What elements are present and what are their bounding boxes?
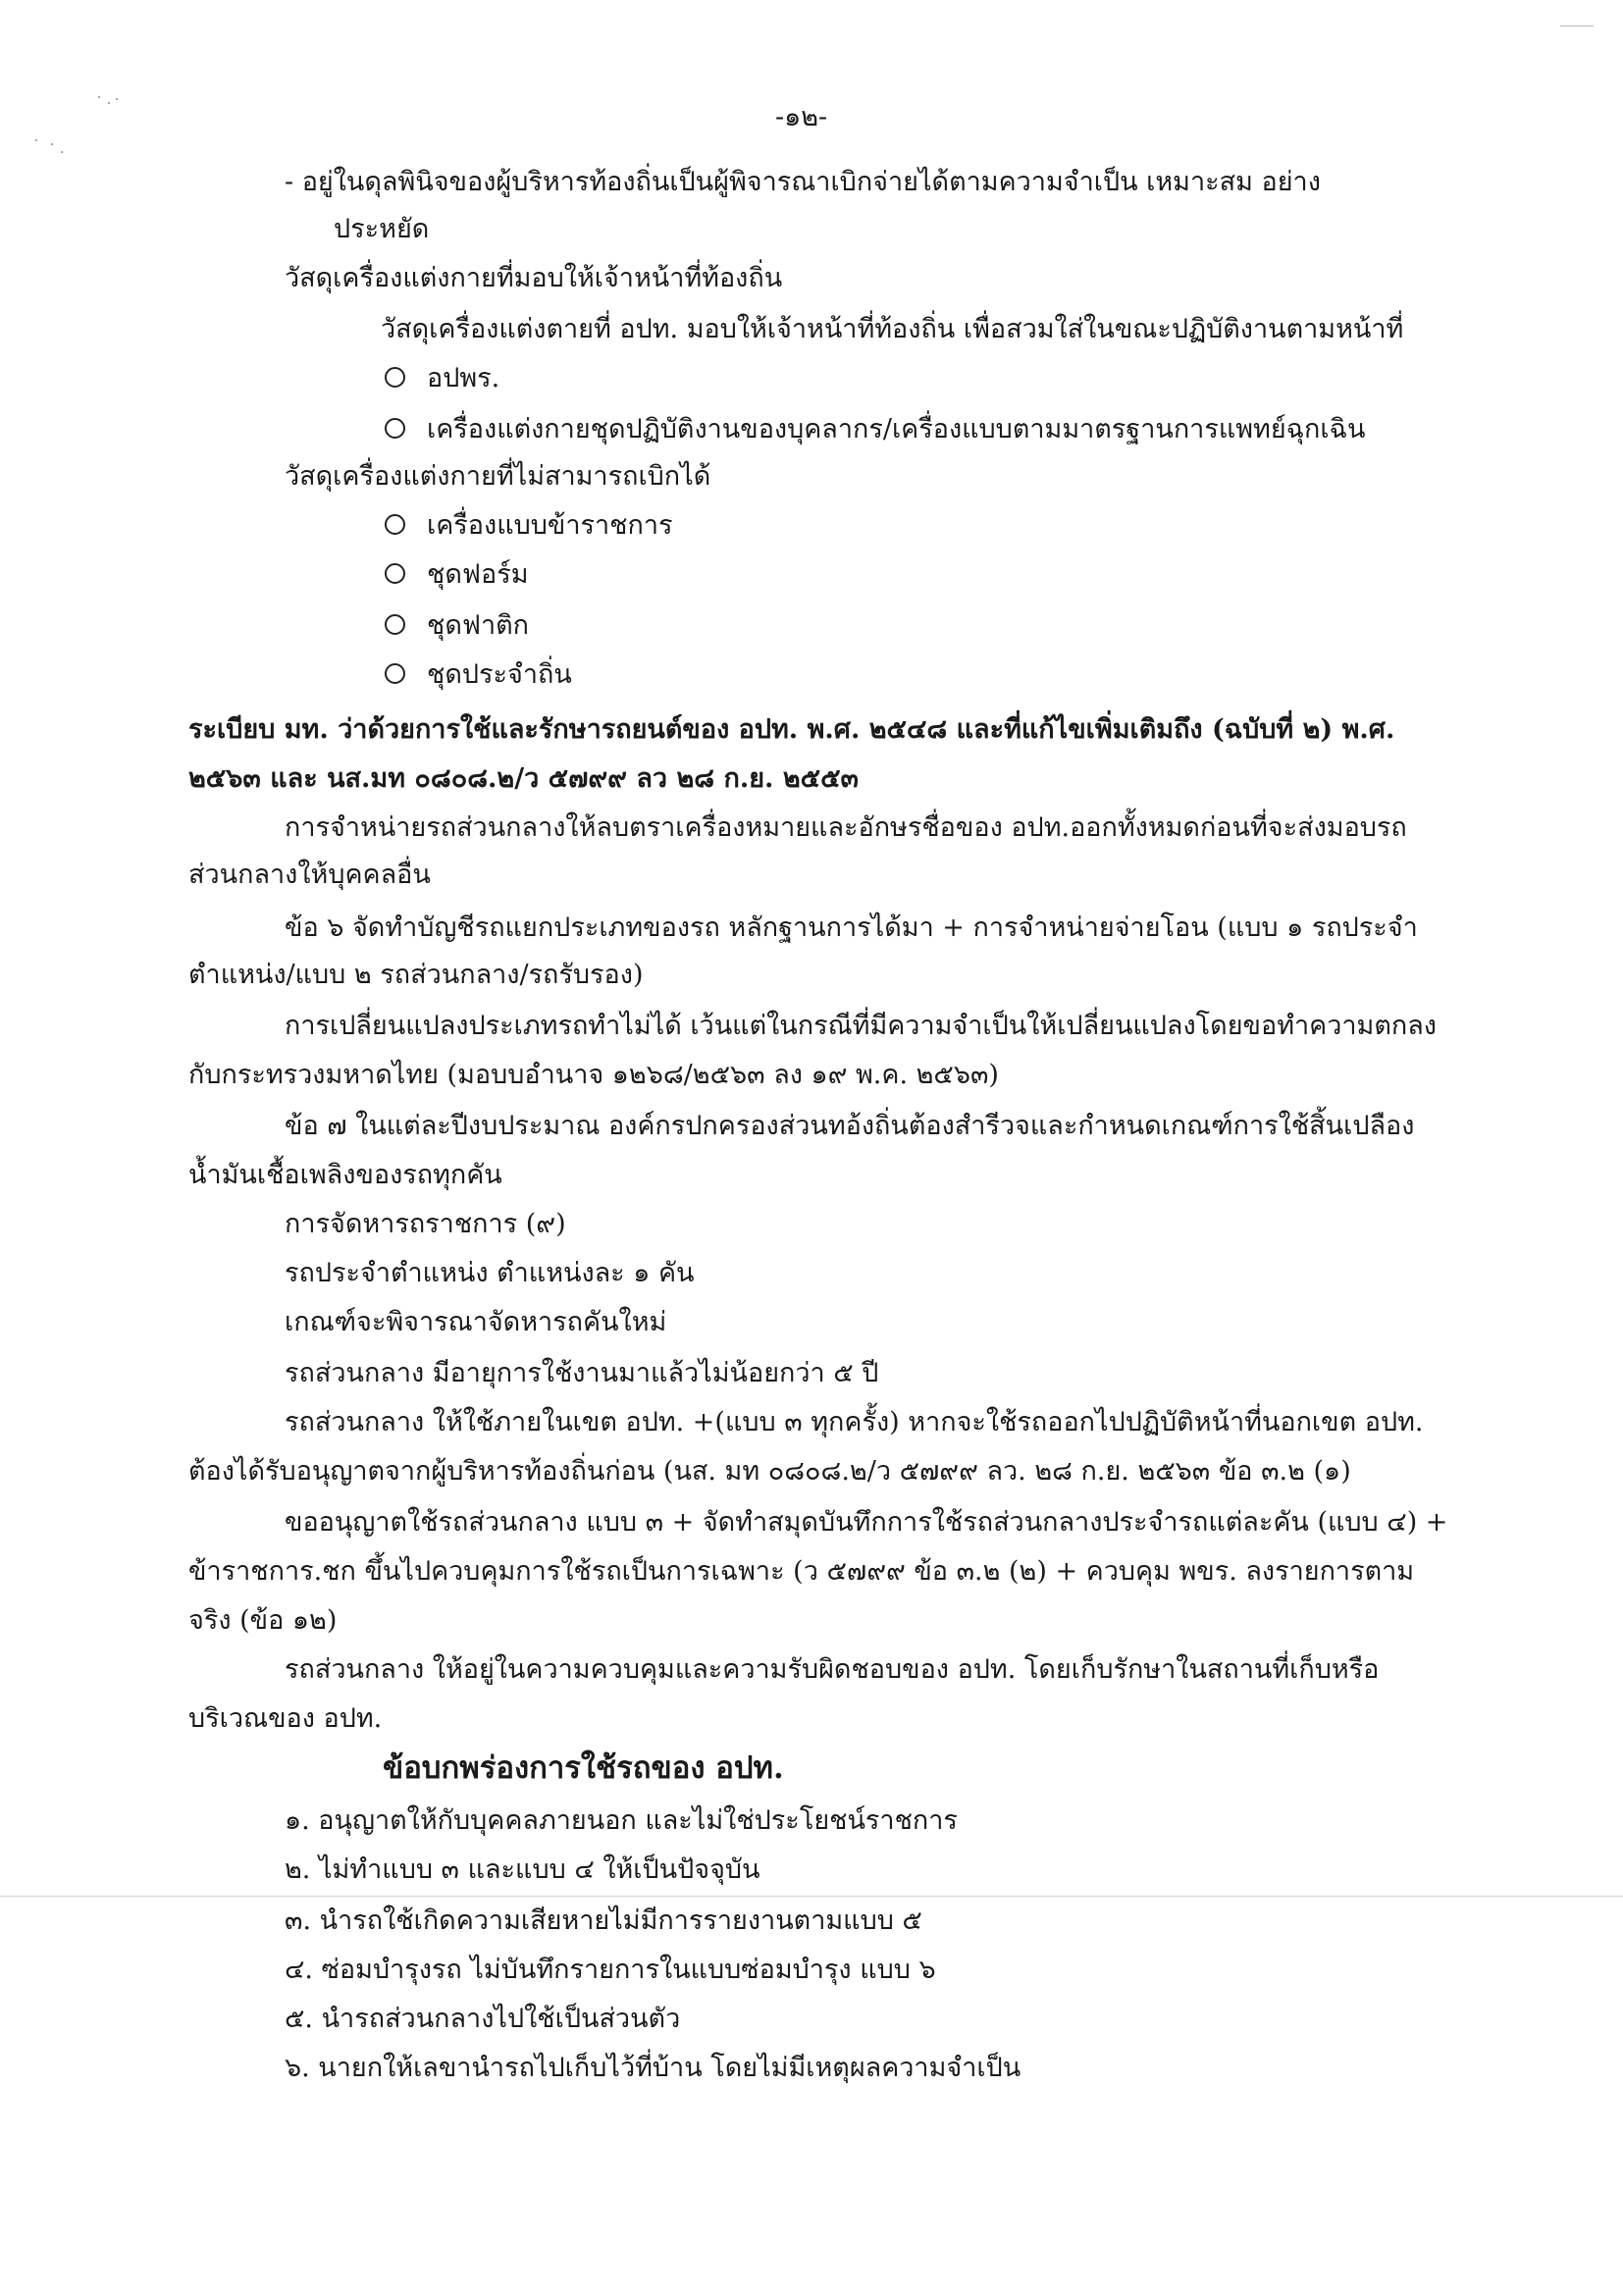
scan-speck — [35, 139, 37, 141]
scan-speck — [61, 151, 63, 153]
bullet-item: เครื่องแต่งกายชุดปฏิบัติงานของบุคลากร/เครื่องแบบตามมาตรฐานการแพทย์ฉุกเฉิน — [385, 412, 1365, 447]
list-item: ๖. นายกให้เลขานำรถไปเก็บไว้ที่บ้าน โดยไม่มีเหตุผลความจำเป็น — [285, 2053, 1021, 2083]
bullet-item: เครื่องแบบข้าราชการ — [385, 508, 673, 544]
text-line: กับกระทรวงมหาดไทย (มอบบอำนาจ ๑๒๖๘/๒๕๖๓ ลง ๑๙ พ.ค. ๒๕๖๓) — [188, 1060, 999, 1090]
text-line: ข้อ ๖ จัดทำบัญชีรถแยกประเภทของรถ หลักฐานการได้มา + การจำหน่ายจ่ายโอน (แบบ ๑ รถประจำ — [285, 913, 1418, 943]
list-item: ๑. อนุญาตให้กับบุคคลภายนอก และไม่ใช่ประโยชน์ราชการ — [285, 1805, 958, 1836]
text-line: รถส่วนกลาง ให้ใช้ภายในเขต อปท. +(แบบ ๓ ทุกครั้ง) หากจะใช้รถออกไปปฏิบัติหน้าที่นอกเขต อปท. — [285, 1407, 1424, 1437]
text-line: วัสดุเครื่องแต่งตายที่ อปท. มอบให้เจ้าหน้าที่ท้องถิ่น เพื่อสวมใส่ในขณะปฏิบัติงานตามหน้าที่ — [381, 314, 1404, 344]
text-line: น้ำมันเชื้อเพลิงของรถทุกคัน — [188, 1160, 502, 1190]
text-line: ข้อ ๗ ในแต่ละปีงบประมาณ องค์กรปกครองส่วนทอ้งถิ่นต้องสำรีวจและกำหนดเกณฑ์การใช้สิ้นเปลือง — [285, 1111, 1415, 1141]
text-line: การจำหน่ายรถส่วนกลางให้ลบตราเครื่องหมายและอักษรชื่อของ อปท.ออกทั้งหมดก่อนที่จะส่งมอบรถ — [285, 812, 1407, 843]
scan-speck — [98, 96, 100, 98]
text-line: การเปลี่ยนแปลงประเภทรถทำไม่ได้ เว้นแต่ในกรณีที่มีความจำเป็นให้เปลี่ยนแปลงโดยขอทำความตกลง — [285, 1011, 1437, 1041]
scan-speck — [51, 143, 53, 145]
scan-speck — [116, 98, 118, 100]
regulation-heading: ระเบียบ มท. ว่าด้วยการใช้และรักษารถยนต์ของ อปท. พ.ศ. ๒๕๔๘ และที่แก้ไขเพิ่มเติมถึง (ฉบับที่ ๒) พ.ศ. — [188, 714, 1395, 745]
bullet-item: ชุดประจำถิ่น — [385, 657, 572, 693]
list-item: ๓. นำรถใช้เกิดความเสียหายไม่มีการรายงานตามแบบ ๕ — [285, 1905, 922, 1936]
text-line: ต้องได้รับอนุญาตจากผู้บริหารท้องถิ่นก่อน (นส. มท ๐๘๐๘.๒/ว ๕๗๙๙ ลว. ๒๘ ก.ย. ๒๕๖๓ ข้อ ๓.๒ (๑) — [188, 1456, 1351, 1487]
bullet-item: ชุดฟอร์ม — [385, 557, 529, 593]
section-heading: ข้อบกพร่องการใช้รถของ อปท. — [383, 1750, 784, 1786]
text-line: รถส่วนกลาง ให้อยู่ในความควบคุมและความรับผิดชอบของ อปท. โดยเก็บรักษาในสถานที่เก็บหรือ — [285, 1654, 1380, 1685]
text-line: วัสดุเครื่องแต่งกายที่ไม่สามารถเบิกได้ — [285, 461, 711, 492]
text-line: รถส่วนกลาง มีอายุการใช้งานมาแล้วไม่น้อยกว่า ๕ ปี — [285, 1358, 879, 1388]
scan-divider-line — [0, 1896, 1623, 1897]
bullet-item: อปพร. — [385, 361, 499, 396]
bullet-item: ชุดฟาติก — [385, 608, 529, 644]
text-line: บริเวณของ อปท. — [188, 1703, 383, 1734]
text-line: ตำแหน่ง/แบบ ๒ รถส่วนกลาง/รถรับรอง) — [188, 960, 644, 990]
text-line: การจัดหารถราชการ (๙) — [285, 1209, 566, 1239]
page-number: -๑๒- — [775, 102, 828, 132]
text-line: จริง (ข้อ ๑๒) — [188, 1605, 338, 1636]
text-line: วัสดุเครื่องแต่งกายที่มอบให้เจ้าหน้าที่ท้องถิ่น — [285, 263, 783, 293]
text-line: ประหยัด — [334, 214, 430, 244]
text-line: เกณฑ์จะพิจารณาจัดหารถคันใหม่ — [285, 1307, 667, 1337]
list-item: ๕. นำรถส่วนกลางไปใช้เป็นส่วนตัว — [285, 2004, 681, 2034]
text-line: รถประจำตำแหน่ง ตำแหน่งละ ๑ คัน — [285, 1258, 695, 1288]
list-item: ๒. ไม่ทำแบบ ๓ และแบบ ๔ ให้เป็นปัจจุบัน — [285, 1854, 760, 1885]
text-line: ขออนุญาตใช้รถส่วนกลาง แบบ ๓ + จัดทำสมุดบันทึกการใช้รถส่วนกลางประจำรถแต่ละคัน (แบบ ๔) + — [285, 1507, 1448, 1538]
text-line: - อยู่ในดุลพินิจของผู้บริหารท้องถิ่นเป็นผู้พิจารณาเบิกจ่ายได้ตามความจำเป็น เหมาะสม อย่าง — [285, 167, 1321, 197]
scan-speck — [108, 102, 110, 104]
text-line: ส่วนกลางให้บุคคลอื่น — [188, 860, 431, 890]
list-item: ๔. ซ่อมบำรุงรถ ไม่บันทึกรายการในแบบซ่อมบำรุง แบบ ๖ — [285, 1955, 936, 1985]
regulation-heading: ๒๕๖๓ และ นส.มท ๐๘๐๘.๒/ว ๕๗๙๙ ลว ๒๘ ก.ย. ๒๕๕๓ — [188, 763, 859, 794]
text-line: ข้าราชการ.ชก ขึ้นไปควบคุมการใช้รถเป็นการเฉพาะ (ว ๕๗๙๙ ข้อ ๓.๒ (๒) + ควบคุม พขร. ลงรายการตาม — [188, 1556, 1415, 1587]
